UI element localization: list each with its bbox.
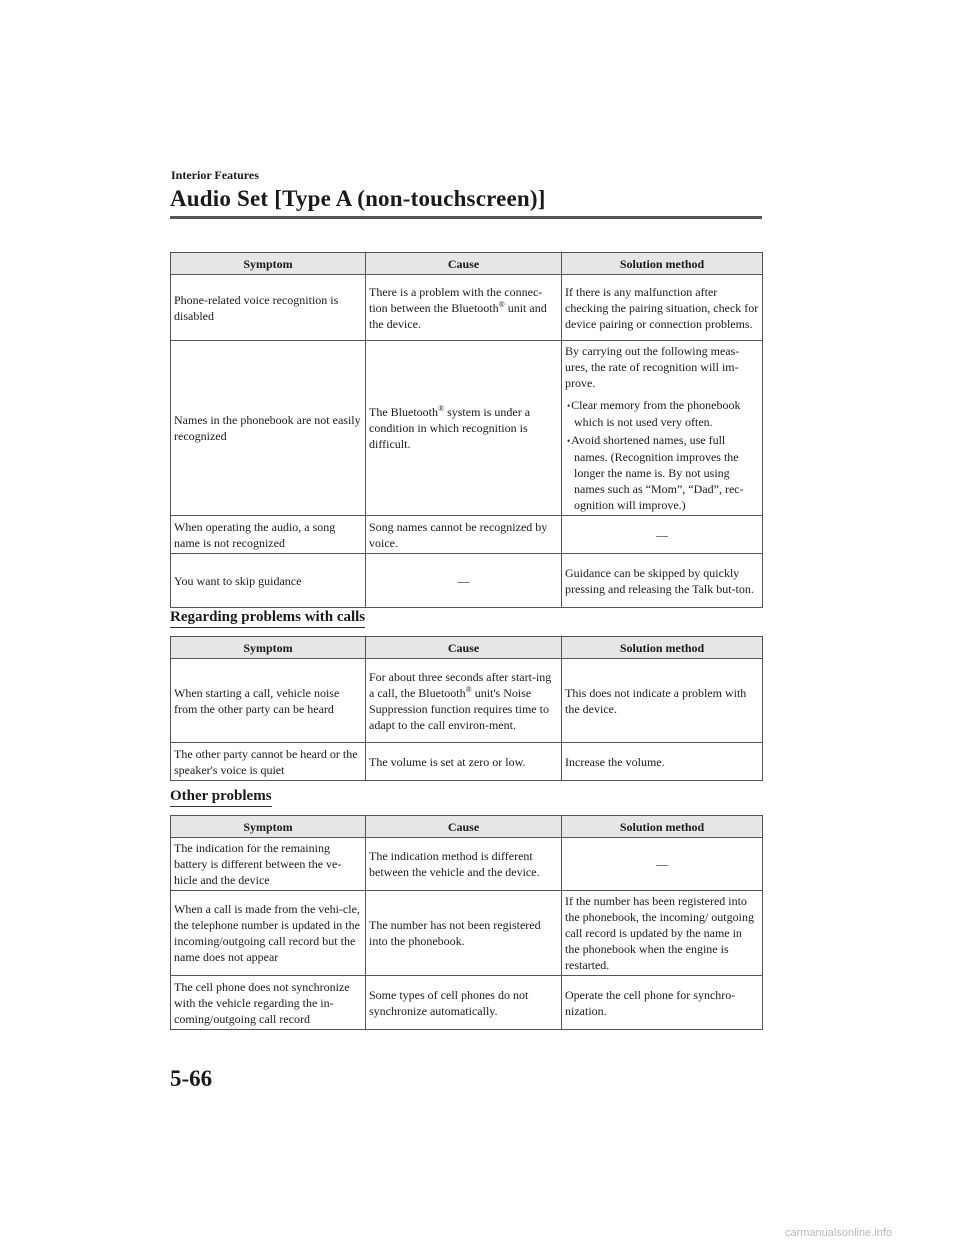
voice-recognition-table: [170, 252, 763, 608]
solution-cell: This does not indicate a problem with the device.: [562, 659, 763, 743]
symptom-cell: You want to skip guidance: [171, 554, 366, 608]
header-symptom: Symptom: [171, 816, 366, 838]
solution-cell: Guidance can be skipped by quickly pressing and releasing the Talk but-ton.: [562, 554, 763, 608]
header-solution: Solution method: [562, 816, 763, 838]
table-row: [171, 659, 763, 743]
symptom-cell: When operating the audio, a song name is not recognized: [171, 516, 366, 554]
table-row: [171, 341, 763, 516]
table-header-row: [171, 637, 763, 659]
table-row: [171, 743, 763, 781]
watermark: carmanualsonline.info: [785, 1227, 893, 1239]
cause-cell: The indication method is different between the vehicle and the device.: [366, 838, 562, 891]
symptom-cell: When starting a call, vehicle noise from the other party can be heard: [171, 659, 366, 743]
header-symptom: Symptom: [171, 637, 366, 659]
symptom-cell: When a call is made from the vehi-cle, the telephone number is updated in the incoming/outgoing call record but the name does not appear: [171, 891, 366, 976]
other-heading: Other problems: [170, 788, 272, 807]
bullet-item: • Avoid shortened names, use full names. (Recognition improves the longer the name is. By not using names such as “Mom”, “Dad”, rec-ognition will improve.): [565, 432, 759, 513]
page-title: Audio Set [Type A (non-touchscreen)]: [170, 186, 546, 211]
symptom-cell: Phone-related voice recognition is disabled: [171, 275, 366, 341]
header-cause: Cause: [366, 253, 562, 275]
header-solution: Solution method: [562, 637, 763, 659]
calls-heading: Regarding problems with calls: [170, 609, 365, 628]
symptom-cell: The indication for the remaining battery is different between the ve-hicle and the device: [171, 838, 366, 891]
symptom-cell: The other party cannot be heard or the speaker's voice is quiet: [171, 743, 366, 781]
cause-cell: For about three seconds after start-ing a call, the Bluetooth® unit's Noise Suppression function requires time to adapt to the call environ-ment.: [366, 659, 562, 743]
header-cause: Cause: [366, 816, 562, 838]
solution-cell: Operate the cell phone for synchro-nization.: [562, 976, 763, 1030]
symptom-cell: Names in the phonebook are not easily recognized: [171, 341, 366, 516]
solution-cell: If the number has been registered into the phonebook, the incoming/ outgoing call record is updated by the name in the phonebook when the engine is restarted.: [562, 891, 763, 976]
title-divider: [170, 216, 762, 219]
solution-cell: —: [562, 516, 763, 554]
cause-cell: The volume is set at zero or low.: [366, 743, 562, 781]
header-symptom: Symptom: [171, 253, 366, 275]
table-row: [171, 275, 763, 341]
section-label: Interior Features: [171, 168, 259, 182]
other-problems-table: [170, 815, 763, 1030]
solution-cell: —: [562, 838, 763, 891]
table-header-row: [171, 253, 763, 275]
table-row: [171, 516, 763, 554]
calls-table: [170, 636, 763, 781]
symptom-cell: The cell phone does not synchronize with the vehicle regarding the in-coming/outgoing call record: [171, 976, 366, 1030]
cause-cell: —: [366, 554, 562, 608]
cause-cell: Song names cannot be recognized by voice.: [366, 516, 562, 554]
table-row: [171, 554, 763, 608]
cause-cell: Some types of cell phones do not synchronize automatically.: [366, 976, 562, 1030]
header-cause: Cause: [366, 637, 562, 659]
table-header-row: [171, 816, 763, 838]
solution-cell: [562, 341, 763, 516]
cause-cell: There is a problem with the connec-tion between the Bluetooth® unit and the device.: [366, 275, 562, 341]
page-number: 5-66: [170, 1066, 213, 1091]
solution-cell: Increase the volume.: [562, 743, 763, 781]
cause-cell: The number has not been registered into the phonebook.: [366, 891, 562, 976]
header-solution: Solution method: [562, 253, 763, 275]
table-row: [171, 838, 763, 891]
table-row: [171, 976, 763, 1030]
cause-cell: The Bluetooth® system is under a condition in which recognition is difficult.: [366, 341, 562, 516]
solution-cell: If there is any malfunction after checking the pairing situation, check for device pairing or connection problems.: [562, 275, 763, 341]
table-row: [171, 891, 763, 976]
bullet-item: • Clear memory from the phonebook which is not used very often.: [565, 397, 759, 430]
solution-intro: By carrying out the following meas-ures, the rate of recognition will im-prove.: [565, 344, 740, 390]
